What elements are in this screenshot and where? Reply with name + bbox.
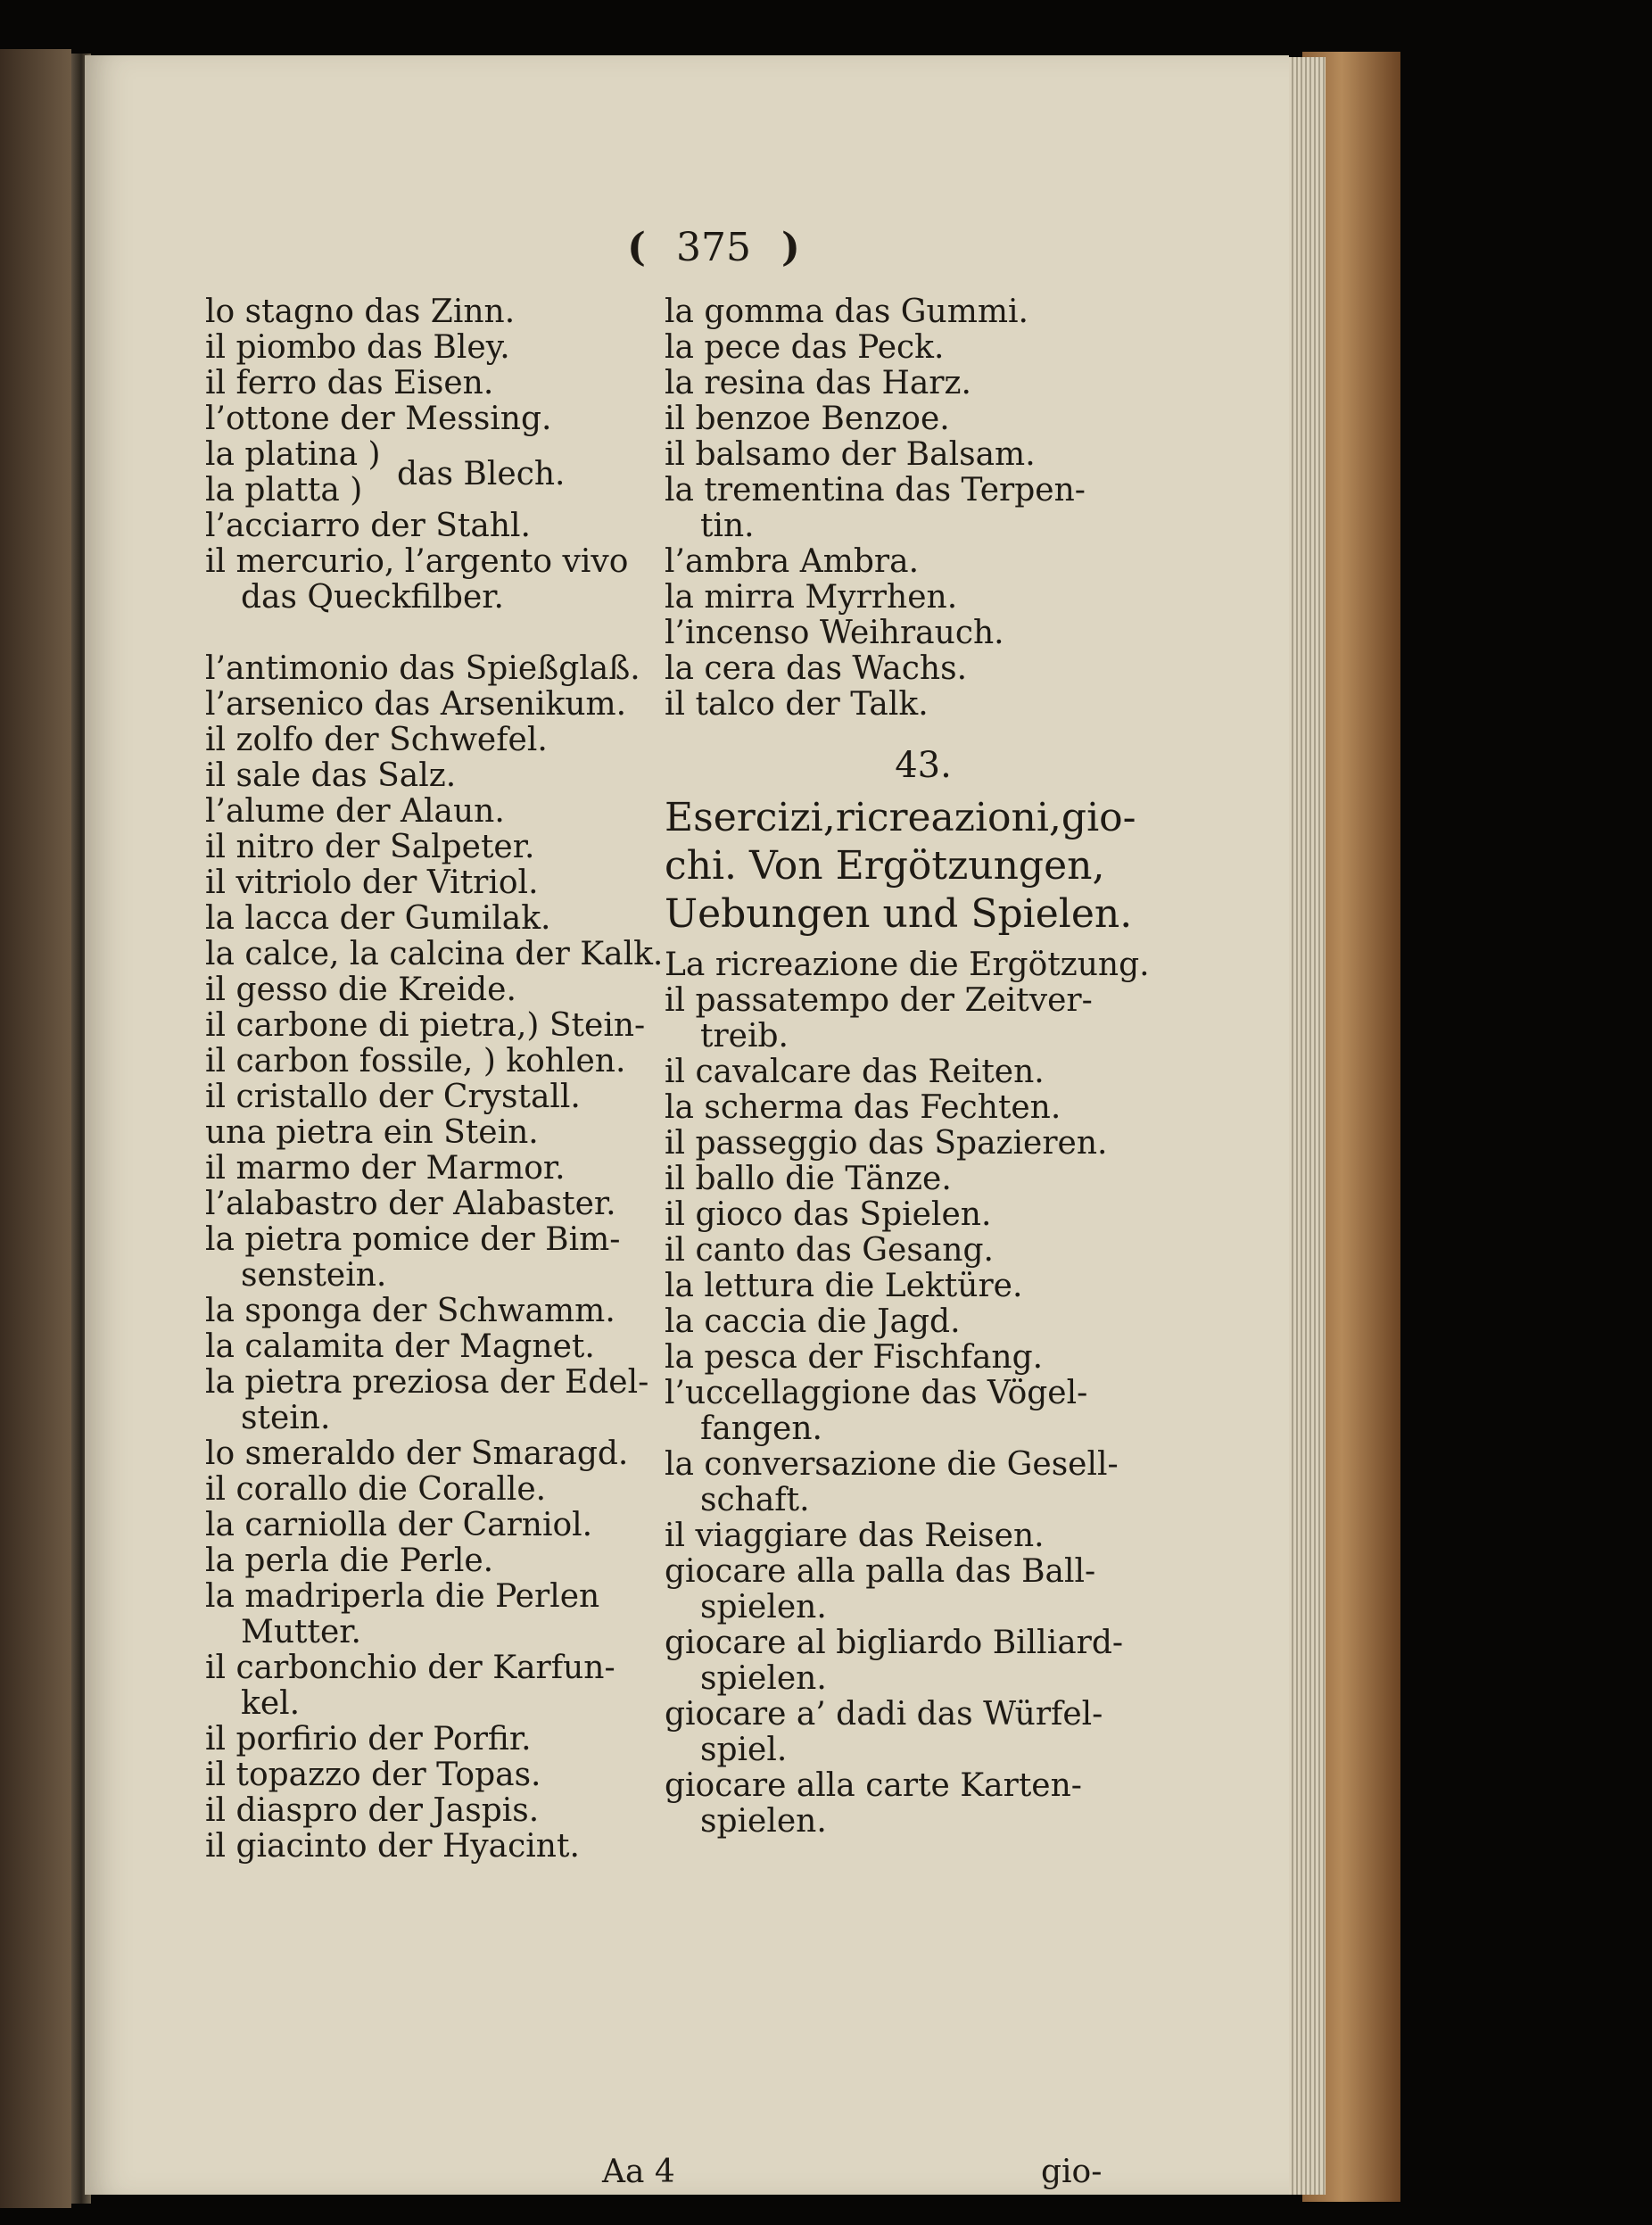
vocabulary-entry: La ricreazione die Ergötzung.: [665, 947, 1150, 983]
vocabulary-entry: la resina das Harz.: [665, 365, 971, 401]
vocabulary-entry: l’alume der Alaun.: [205, 793, 505, 830]
vocabulary-entry: la lettura die Lektüre.: [665, 1268, 1023, 1304]
vocabulary-entry: il talco der Talk.: [665, 686, 929, 723]
vocabulary-entry: il ballo die Tänze.: [665, 1161, 952, 1197]
left-entries-after: [205, 509, 740, 1865]
vocabulary-entry: la mirra Myrrhen.: [665, 579, 958, 616]
vocabulary-entry: l’ambra Ambra.: [665, 543, 920, 580]
brace-german-word: das Blech.: [397, 456, 566, 492]
vocabulary-entry: il diaspro der Jaspis.: [205, 1792, 540, 1829]
section-title-line-3: Uebungen und Spielen.: [665, 891, 1133, 937]
vocabulary-entry: la lacca der Gumilak.: [205, 900, 551, 937]
vocabulary-entry: giocare a’ dadi das Würfel-: [665, 1696, 1103, 1733]
header-paren-close: ): [781, 225, 800, 270]
entry-continuation: fangen.: [700, 1410, 822, 1447]
left-entries-before: [205, 294, 740, 437]
vocabulary-entry: l’arsenico das Arsenikum.: [205, 686, 627, 723]
vocabulary-entry: il canto das Gesang.: [665, 1232, 994, 1269]
vocabulary-entry: la sponga der Schwamm.: [205, 1293, 615, 1329]
entry-continuation: spielen.: [700, 1660, 827, 1697]
entry-continuation: spielen.: [700, 1589, 827, 1625]
entry-continuation: spielen.: [700, 1803, 827, 1840]
vocabulary-entry: la pece das Peck.: [665, 329, 945, 366]
vocabulary-entry: il corallo die Coralle.: [205, 1471, 547, 1508]
vocabulary-entry: la pietra preziosa der Edel-: [205, 1364, 649, 1401]
section-title: [665, 794, 1235, 939]
entry-continuation: tin.: [700, 508, 755, 544]
vocabulary-entry: la pesca der Fischfang.: [665, 1339, 1044, 1376]
right-column: [665, 294, 1235, 1840]
vocabulary-entry: la cera das Wachs.: [665, 650, 968, 687]
vocabulary-entry: il nitro der Salpeter.: [205, 829, 535, 865]
vocabulary-entry: il porfirio der Porfir.: [205, 1721, 532, 1758]
vocabulary-entry: il viaggiare das Reisen.: [665, 1518, 1045, 1554]
entry-continuation: senstein.: [241, 1257, 387, 1294]
vocabulary-entry: giocare al bigliardo Billiard-: [665, 1625, 1124, 1661]
vocabulary-entry: il benzoe Benzoe.: [665, 401, 950, 437]
vocabulary-entry: l’uccellaggione das Vögel-: [665, 1375, 1088, 1411]
vocabulary-entry: la madriperla die Perlen: [205, 1578, 600, 1615]
section-title-line-2: chi. Von Ergötzungen,: [665, 843, 1105, 889]
entry-continuation: Mutter.: [241, 1614, 361, 1650]
page-number: 375: [676, 225, 751, 270]
vocabulary-entry: giocare alla carte Karten-: [665, 1767, 1082, 1804]
catchword: gio-: [1041, 2154, 1103, 2190]
brace-entry: [205, 437, 740, 509]
vocabulary-entry: [205, 616, 740, 651]
vocabulary-entry: il marmo der Marmor.: [205, 1150, 566, 1187]
entry-continuation: treib.: [700, 1018, 789, 1055]
vocabulary-entry: l’antimonio das Spießglaß.: [205, 650, 640, 687]
brace-line-2: la platta ): [205, 472, 363, 509]
vocabulary-entry: il passatempo der Zeitver-: [665, 982, 1093, 1019]
vocabulary-entry: la pietra pomice der Bim-: [205, 1221, 621, 1258]
vocabulary-entry: il giacinto der Hyacint.: [205, 1828, 580, 1865]
vocabulary-entry: il cristallo der Crystall.: [205, 1079, 581, 1115]
vocabulary-entry: il cavalcare das Reiten.: [665, 1054, 1045, 1090]
vocabulary-entry: lo stagno das Zinn.: [205, 294, 516, 330]
vocabulary-entry: il carbon fossile, ) kohlen.: [205, 1043, 626, 1079]
vocabulary-entry: la conversazione die Gesell-: [665, 1446, 1119, 1483]
vocabulary-entry: la gomma das Gummi.: [665, 294, 1028, 330]
vocabulary-entry: il gesso die Kreide.: [205, 972, 516, 1008]
section-number: 43.: [895, 745, 952, 786]
vocabulary-entry: giocare alla palla das Ball-: [665, 1553, 1096, 1590]
vocabulary-entry: il ferro das Eisen.: [205, 365, 494, 401]
entry-continuation: kel.: [241, 1685, 301, 1722]
vocabulary-entry: il topazzo der Topas.: [205, 1757, 541, 1793]
entry-continuation: stein.: [241, 1400, 331, 1436]
entry-continuation: das Queckfilber.: [241, 579, 504, 616]
vocabulary-entry: l’alabastro der Alabaster.: [205, 1186, 616, 1222]
vocabulary-entry: la calce, la calcina der Kalk.: [205, 936, 664, 972]
right-entries-bottom: [665, 947, 1235, 1840]
brace-line-1: la platina ): [205, 436, 381, 473]
signature-mark: Aa 4: [602, 2154, 675, 2190]
vocabulary-entry: l’ottone der Messing.: [205, 401, 552, 437]
entry-continuation: schaft.: [700, 1482, 810, 1518]
page-header: [85, 225, 1289, 270]
vocabulary-entry: la calamita der Magnet.: [205, 1328, 595, 1365]
vocabulary-entry: il carbonchio der Karfun-: [205, 1650, 615, 1686]
vocabulary-entry: il zolfo der Schwefel.: [205, 722, 548, 758]
vocabulary-entry: lo smeraldo der Smaragd.: [205, 1435, 629, 1472]
vocabulary-entry: il sale das Salz.: [205, 757, 457, 794]
vocabulary-entry: il vitriolo der Vitriol.: [205, 864, 539, 901]
header-paren-open: (: [627, 225, 646, 270]
spacer: [665, 723, 1235, 737]
vocabulary-entry: l’incenso Weihrauch.: [665, 615, 1004, 651]
vocabulary-entry: il passeggio das Spazieren.: [665, 1125, 1108, 1162]
binding-board-left: [0, 49, 71, 2208]
vocabulary-entry: il gioco das Spielen.: [665, 1196, 992, 1233]
vocabulary-entry: la trementina das Terpen-: [665, 472, 1086, 509]
section-title-line-1: Esercizi,ricreazioni,gio-: [665, 795, 1136, 840]
vocabulary-entry: la caccia die Jagd.: [665, 1303, 961, 1340]
vocabulary-entry: il piombo das Bley.: [205, 329, 510, 366]
vocabulary-entry: una pietra ein Stein.: [205, 1114, 539, 1151]
vocabulary-entry: il mercurio, l’argento vivo: [205, 543, 629, 580]
vocabulary-entry: il carbone di pietra,) Stein-: [205, 1007, 646, 1044]
right-entries-top: [665, 294, 1235, 723]
vocabulary-entry: la perla die Perle.: [205, 1543, 494, 1579]
book-page: [85, 55, 1289, 2195]
vocabulary-entry: la carniolla der Carniol.: [205, 1507, 593, 1543]
vocabulary-entry: la scherma das Fechten.: [665, 1089, 1061, 1126]
vocabulary-entry: l’acciarro der Stahl.: [205, 508, 531, 544]
left-column: [205, 294, 740, 1865]
page-edges: [1284, 57, 1326, 2195]
entry-continuation: spiel.: [700, 1732, 788, 1768]
vocabulary-entry: il balsamo der Balsam.: [665, 436, 1036, 473]
